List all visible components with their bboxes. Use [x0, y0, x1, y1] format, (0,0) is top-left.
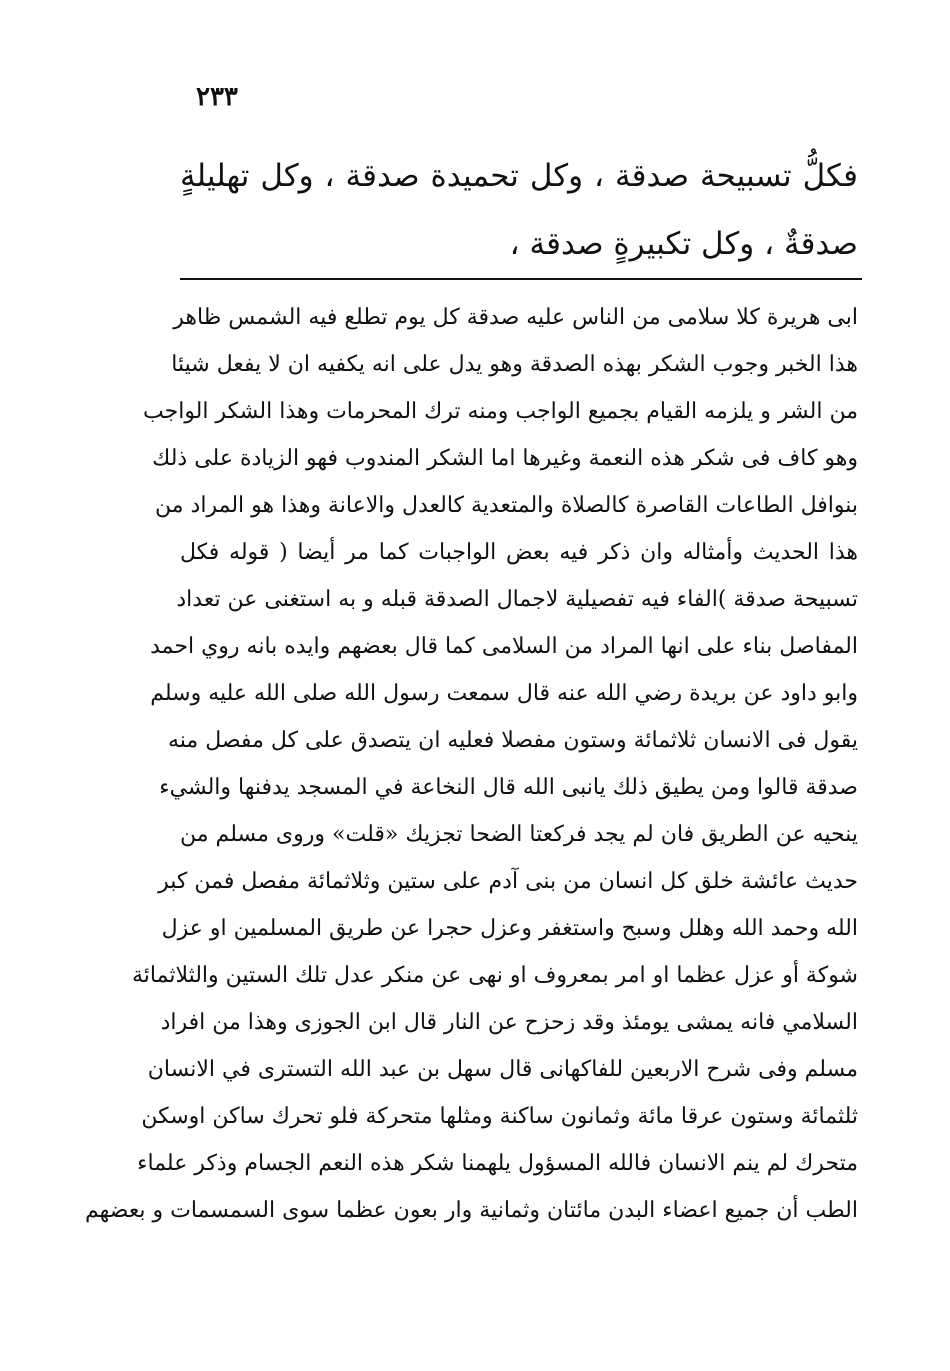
commentary-line: من الشر و يلزمه القيام بجميع الواجب ومنه ترك المحرمات وهذا الشكر الواجب: [143, 399, 858, 424]
commentary-line: تسبيحة صدقة )الفاء فيه تفصيلية لاجمال الصدقة قبله و به استغنى عن تعداد: [176, 587, 858, 612]
commentary-line: مسلم وفى شرح الاربعين للفاكهانى قال سهل بن عبد الله التسترى في الانسان: [147, 1057, 858, 1082]
commentary-block: [84, 294, 858, 1234]
commentary-line: ثلثمائة وستون عرقا مائة وثمانون ساكنة ومثلها متحركة فلو تحرك ساكن اوسكن: [141, 1104, 858, 1129]
commentary-line: متحرك لم ينم الانسان فالله المسؤول يلهمنا شكر هذه النعم الجسام وذكر علماء: [137, 1151, 858, 1176]
commentary-line: بنوافل الطاعات القاصرة كالصلاة والمتعدية كالعدل والاعانة وهذا هو المراد من: [155, 493, 858, 518]
commentary-line: المفاصل بناء على انها المراد من السلامى كما قال بعضهم وايده بانه روي احمد: [150, 634, 858, 659]
commentary-line: صدقة قالوا ومن يطيق ذلك يانبى الله قال النخاعة في المسجد يدفنها والشيء: [159, 775, 858, 800]
commentary-line: ابى هريرة كلا سلامى من الناس عليه صدقة كل يوم تطلع فيه الشمس ظاهر: [173, 305, 858, 330]
commentary-line: ينحيه عن الطريق فان لم يجد فركعتا الضحا تجزيك «قلت» وروى مسلم من: [180, 822, 858, 847]
commentary-line: شوكة أو عزل عظما او امر بمعروف او نهى عن منكر عدل تلك الستين والثلاثمائة: [131, 963, 858, 988]
commentary-line: وهو كاف فى شكر هذه النعمة وغيرها اما الشكر المندوب فهو الزيادة على ذلك: [152, 446, 858, 471]
commentary-line: الله وحمد الله وهلل وسبح واستغفر وعزل حجرا عن طريق المسلمين او عزل: [161, 916, 858, 941]
commentary-line: حديث عائشة خلق كل انسان من بنى آدم على ستين وثلاثمائة مفصل فمن كبر: [158, 869, 858, 894]
commentary-line: السلامي فانه يمشى يومئذ وقد زحزح عن النار قال ابن الجوزى وهذا من افراد: [160, 1010, 858, 1035]
commentary-line: هذا الحديث وأمثاله وان ذكر فيه بعض الواجبات كما مر أيضا ( قوله فكل: [180, 540, 858, 565]
commentary-line: وابو داود عن بريدة رضي الله عنه قال سمعت رسول الله صلى الله عليه وسلم: [150, 681, 858, 706]
commentary-line: الطب أن جميع اعضاء البدن مائتان وثمانية وار بعون عظما سوى السمسمات و بعضهم: [84, 1198, 858, 1223]
page-number: ٢٣٣: [196, 82, 238, 112]
commentary-line: يقول فى الانسان ثلاثمائة وستون مفصلا فعليه ان يتصدق على كل مفصل منه: [167, 728, 858, 753]
commentary-line: هذا الخبر وجوب الشكر بهذه الصدقة وهو يدل على انه يكفيه ان لا يفعل شيئا: [171, 352, 858, 377]
hadith-text: فكلُّ تسبيحة صدقة ، وكل تحميدة صدقة ، وكل تهليلةٍ صدقةٌ ، وكل تكبيرةٍ صدقة ،: [180, 158, 858, 262]
section-divider: [180, 278, 862, 280]
